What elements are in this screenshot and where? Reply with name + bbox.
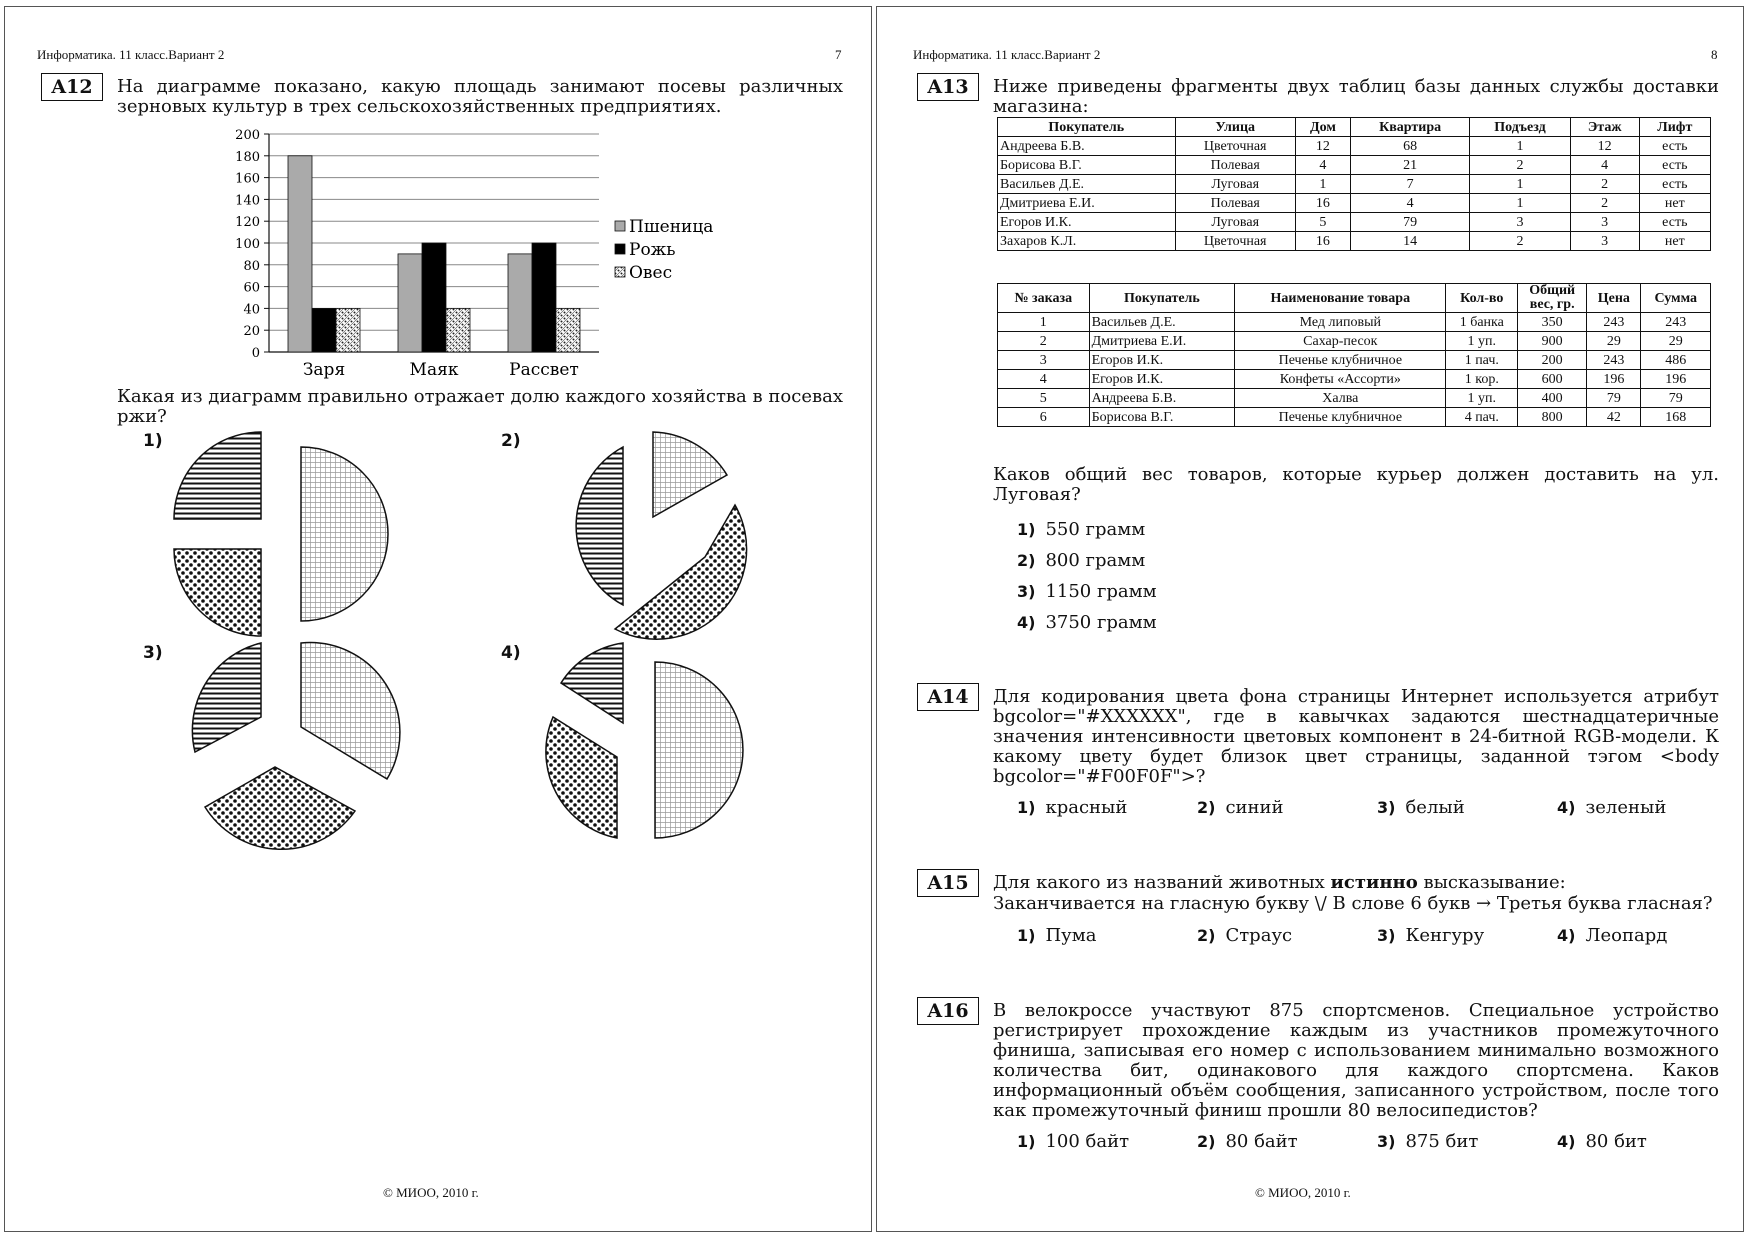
orders-cell: 4: [998, 370, 1090, 389]
orders-row: [998, 313, 1711, 332]
orders-cell: Егоров И.К.: [1089, 370, 1235, 389]
a16-option-1[interactable]: [1017, 1131, 1129, 1152]
question-label-a12: A12: [41, 73, 103, 101]
orders-cell: 196: [1641, 370, 1711, 389]
customers-cell: Васильев Д.Е.: [998, 175, 1176, 194]
orders-cell: 400: [1518, 389, 1587, 408]
orders-header-cell: № заказа: [998, 284, 1090, 313]
customers-cell: 12: [1570, 137, 1639, 156]
y-tick-label: 120: [235, 215, 260, 231]
customers-cell: 2: [1470, 156, 1570, 175]
orders-cell: Конфеты «Ассорти»: [1235, 370, 1446, 389]
question-prompt-a12: Какая из диаграмм правильно отражает долю каждого хозяйства в посевах ржи?: [117, 386, 843, 427]
orders-cell: 1 пач.: [1446, 351, 1518, 370]
customers-header-cell: Квартира: [1350, 118, 1469, 137]
customers-cell: 7: [1350, 175, 1469, 194]
orders-cell: Сахар-песок: [1235, 332, 1446, 351]
customers-cell: 1: [1470, 194, 1570, 213]
y-tick-label: 40: [243, 302, 260, 318]
orders-cell: 2: [998, 332, 1090, 351]
customers-cell: Дмитриева Е.И.: [998, 194, 1176, 213]
pie-option-label-2: 2): [501, 431, 521, 451]
orders-cell: 350: [1518, 313, 1587, 332]
customers-cell: 21: [1350, 156, 1469, 175]
orders-header-cell: Общий вес, гр.: [1518, 284, 1587, 313]
option-text: 550 грамм: [1045, 519, 1146, 540]
customers-header-cell: Дом: [1295, 118, 1350, 137]
customers-cell: 3: [1470, 213, 1570, 232]
legend-swatch: [615, 244, 625, 254]
orders-row: [998, 332, 1711, 351]
a16-option-2[interactable]: [1197, 1131, 1298, 1152]
a15-text-after: высказывание:: [1417, 872, 1566, 893]
customers-cell: есть: [1639, 156, 1710, 175]
pie1-slice-hlines: [174, 432, 261, 519]
orders-cell: Васильев Д.Е.: [1089, 313, 1235, 332]
customers-cell: нет: [1639, 194, 1710, 213]
option-text: зеленый: [1585, 797, 1667, 818]
a15-option-2[interactable]: [1197, 925, 1292, 946]
a15-text-before: Для какого из названий животных: [993, 872, 1331, 893]
customers-cell: Полевая: [1175, 156, 1295, 175]
question-text-a16: В велокроссе участвуют 875 спортсменов. Специальное устройство регистрирует прохождение каждым из участников промежуточного финиша, записывая его номер с использованием минимально возможного количества бит, одинакового для каждого спортсмена. Каков информационный объём сообщения, записанного устройством, после того как промежуточный финиш прошли 80 велосипедистов?: [993, 1000, 1719, 1121]
orders-header-cell: Наименование товара: [1235, 284, 1446, 313]
question-text-a14: Для кодирования цвета фона страницы Интернет используется атрибут bgcolor="#XXXXXX", где в кавычках задаются шестнадцатеричные значения интенсивности цветовых компонент в 24-битной RGB-модели. К какому цвету будет близок цвет страницы, заданной тэгом <body bgcolor="#F00F0F">?: [993, 686, 1719, 787]
pie2-slice-dots: [615, 505, 747, 639]
customers-row: [998, 156, 1711, 175]
bar-2-2: [556, 308, 580, 352]
x-tick-label: Заря: [302, 360, 346, 379]
pie3-slice-grid: [301, 643, 400, 779]
customers-cell: Борисова В.Г.: [998, 156, 1176, 175]
pie3-slice-dots: [205, 767, 355, 849]
option-number: 2): [1197, 798, 1216, 817]
orders-cell: Борисова В.Г.: [1089, 408, 1235, 427]
orders-cell: 486: [1641, 351, 1711, 370]
customers-cell: 2: [1570, 175, 1639, 194]
orders-cell: 42: [1587, 408, 1641, 427]
orders-header-cell: Покупатель: [1089, 284, 1235, 313]
orders-table: [997, 283, 1711, 427]
pie-option-label-3: 3): [143, 643, 163, 663]
orders-cell: Мед липовый: [1235, 313, 1446, 332]
customers-header-cell: Лифт: [1639, 118, 1710, 137]
a14-option-4[interactable]: [1557, 797, 1666, 818]
orders-cell: 1 кор.: [1446, 370, 1518, 389]
option-text: 800 грамм: [1045, 550, 1146, 571]
customers-cell: Егоров И.К.: [998, 213, 1176, 232]
option-number: 1): [1017, 798, 1036, 817]
orders-cell: 1 уп.: [1446, 332, 1518, 351]
option-number: 2): [1197, 926, 1216, 945]
option-text: 875 бит: [1405, 1131, 1479, 1152]
customers-cell: Захаров К.Л.: [998, 232, 1176, 251]
option-number: 1): [1017, 926, 1036, 945]
orders-table-header: [998, 284, 1711, 313]
orders-header-cell: Кол-во: [1446, 284, 1518, 313]
customers-cell: Луговая: [1175, 175, 1295, 194]
orders-cell: 6: [998, 408, 1090, 427]
a15-option-1[interactable]: [1017, 925, 1096, 946]
option-text: Кенгуру: [1405, 925, 1485, 946]
bar-1-1: [422, 243, 446, 352]
customers-row: [998, 194, 1711, 213]
customers-cell: 16: [1295, 232, 1350, 251]
option-text: 1150 грамм: [1045, 581, 1157, 602]
customers-cell: нет: [1639, 232, 1710, 251]
orders-cell: 29: [1641, 332, 1711, 351]
customers-cell: 2: [1570, 194, 1639, 213]
orders-cell: 4 пач.: [1446, 408, 1518, 427]
legend-swatch: [615, 267, 625, 277]
bar-1-0: [312, 308, 336, 352]
pie4-slice-hlines: [561, 643, 623, 723]
pie-option-4[interactable]: [546, 643, 743, 838]
orders-cell: Печенье клубничное: [1235, 408, 1446, 427]
bar-1-2: [532, 243, 556, 352]
question-label-a16: A16: [917, 997, 979, 1025]
orders-header-cell: Цена: [1587, 284, 1641, 313]
orders-cell: 79: [1587, 389, 1641, 408]
orders-cell: Андреева Б.В.: [1089, 389, 1235, 408]
orders-row: [998, 370, 1711, 389]
customers-cell: 1: [1295, 175, 1350, 194]
customers-cell: Цветочная: [1175, 232, 1295, 251]
pie1-slice-dots: [174, 549, 261, 636]
question-label-a14: A14: [917, 683, 979, 711]
option-number: 3): [1377, 926, 1396, 945]
page-header: Информатика. 11 класс.Вариант 2: [913, 47, 1101, 62]
bar-chart: [5, 119, 873, 379]
orders-cell: 1 банка: [1446, 313, 1518, 332]
orders-cell: 243: [1587, 313, 1641, 332]
customers-cell: 2: [1470, 232, 1570, 251]
option-text: 80 байт: [1225, 1131, 1298, 1152]
page-number: 8: [1711, 47, 1718, 62]
y-tick-label: 160: [235, 171, 260, 187]
orders-row: [998, 389, 1711, 408]
pie-option-label-4: 4): [501, 643, 521, 663]
bar-0-0: [288, 156, 312, 352]
x-tick-label: Рассвет: [509, 360, 579, 379]
orders-cell: 5: [998, 389, 1090, 408]
customers-cell: 4: [1295, 156, 1350, 175]
orders-cell: 29: [1587, 332, 1641, 351]
question-prompt-a13: Каков общий вес товаров, которые курьер должен доставить на ул. Луговая?: [993, 464, 1719, 505]
orders-cell: 243: [1641, 313, 1711, 332]
a13-option-1[interactable]: [1017, 519, 1145, 540]
orders-cell: 79: [1641, 389, 1711, 408]
a13-option-4[interactable]: [1017, 612, 1157, 633]
customers-cell: 3: [1570, 232, 1639, 251]
customers-table: [997, 117, 1711, 251]
option-number: 1): [1017, 520, 1036, 539]
customers-cell: 79: [1350, 213, 1469, 232]
option-text: Страус: [1225, 925, 1293, 946]
page-right: [876, 6, 1744, 1232]
option-text: белый: [1405, 797, 1465, 818]
orders-cell: Егоров И.К.: [1089, 351, 1235, 370]
a16-option-4[interactable]: [1557, 1131, 1647, 1152]
customers-header-cell: Покупатель: [998, 118, 1176, 137]
customers-cell: есть: [1639, 213, 1710, 232]
legend-label: Овес: [629, 263, 673, 283]
option-number: 4): [1557, 798, 1576, 817]
y-tick-label: 60: [243, 280, 260, 296]
option-number: 3): [1377, 1132, 1396, 1151]
option-text: Пума: [1045, 925, 1097, 946]
pie-options: [5, 427, 873, 867]
orders-cell: 600: [1518, 370, 1587, 389]
a15-option-4[interactable]: [1557, 925, 1667, 946]
legend-swatch: [615, 221, 625, 231]
pie2-slice-hlines: [576, 447, 623, 605]
customers-header-cell: Этаж: [1570, 118, 1639, 137]
y-tick-label: 200: [235, 128, 260, 143]
y-tick-label: 80: [243, 258, 260, 274]
a14-option-2[interactable]: [1197, 797, 1284, 818]
orders-cell: 800: [1518, 408, 1587, 427]
page-left: [4, 6, 872, 1232]
customers-cell: 5: [1295, 213, 1350, 232]
customers-row: [998, 232, 1711, 251]
customers-header-cell: Улица: [1175, 118, 1295, 137]
customers-cell: есть: [1639, 175, 1710, 194]
option-text: 3750 грамм: [1045, 612, 1157, 633]
a15-text-bold: истинно: [1330, 872, 1418, 893]
option-number: 3): [1017, 582, 1036, 601]
customers-cell: Андреева Б.В.: [998, 137, 1176, 156]
chart-x-labels: [303, 360, 579, 379]
orders-cell: 168: [1641, 408, 1711, 427]
a13-option-2[interactable]: [1017, 550, 1145, 571]
orders-cell: 200: [1518, 351, 1587, 370]
question-text-a15: [993, 873, 1719, 893]
question-statement-a15: Заканчивается на гласную букву \/ В слове 6 букв → Третья буква гласная?: [993, 893, 1713, 914]
page-footer: © МИОО, 2010 г.: [1255, 1185, 1351, 1200]
customers-cell: Цветочная: [1175, 137, 1295, 156]
pie4-slice-dots: [546, 717, 617, 838]
page-header: Информатика. 11 класс.Вариант 2: [37, 47, 225, 62]
option-number: 4): [1017, 613, 1036, 632]
pie1-slice-grid: [301, 447, 388, 621]
option-text: 80 бит: [1585, 1131, 1647, 1152]
pie-option-2[interactable]: [576, 432, 746, 639]
option-text: 100 байт: [1045, 1131, 1130, 1152]
pie3-slice-hlines: [192, 643, 261, 752]
orders-cell: 1 уп.: [1446, 389, 1518, 408]
pie2-slice-grid: [653, 432, 727, 517]
bar-0-1: [398, 254, 422, 352]
legend-label: Рожь: [629, 240, 676, 260]
customers-row: [998, 175, 1711, 194]
option-number: 2): [1197, 1132, 1216, 1151]
customers-cell: 14: [1350, 232, 1469, 251]
option-number: 1): [1017, 1132, 1036, 1151]
customers-cell: 68: [1350, 137, 1469, 156]
customers-cell: 1: [1470, 175, 1570, 194]
customers-cell: есть: [1639, 137, 1710, 156]
y-tick-label: 140: [235, 193, 260, 209]
x-tick-label: Маяк: [409, 360, 459, 379]
y-tick-label: 180: [235, 149, 260, 165]
orders-header-cell: Сумма: [1641, 284, 1711, 313]
option-number: 4): [1557, 926, 1576, 945]
option-text: синий: [1225, 797, 1284, 818]
bar-2-1: [446, 308, 470, 352]
orders-cell: 1: [998, 313, 1090, 332]
y-tick-label: 0: [251, 346, 260, 361]
chart-legend: [615, 217, 713, 283]
pie-option-label-1: 1): [143, 431, 163, 451]
customers-cell: 4: [1350, 194, 1469, 213]
option-text: красный: [1045, 797, 1128, 818]
y-tick-label: 100: [235, 237, 260, 252]
orders-cell: Печенье клубничное: [1235, 351, 1446, 370]
chart-bars: [288, 156, 580, 352]
orders-cell: Дмитриева Е.И.: [1089, 332, 1235, 351]
customers-cell: Луговая: [1175, 213, 1295, 232]
bar-0-2: [508, 254, 532, 352]
legend-label: Пшеница: [629, 217, 714, 237]
pie4-slice-grid: [655, 662, 743, 838]
question-text-a13: Ниже приведены фрагменты двух таблиц базы данных службы доставки магазина:: [993, 76, 1719, 117]
customers-table-header: [998, 118, 1711, 137]
customers-cell: 1: [1470, 137, 1570, 156]
a13-option-3[interactable]: [1017, 581, 1157, 602]
customers-header-cell: Подъезд: [1470, 118, 1570, 137]
a16-option-3[interactable]: [1377, 1131, 1478, 1152]
customers-cell: 3: [1570, 213, 1639, 232]
customers-cell: Полевая: [1175, 194, 1295, 213]
option-text: Леопард: [1585, 925, 1668, 946]
orders-cell: 3: [998, 351, 1090, 370]
orders-row: [998, 351, 1711, 370]
chart-y-ticks: [235, 128, 260, 361]
page-footer: © МИОО, 2010 г.: [383, 1185, 479, 1200]
option-number: 3): [1377, 798, 1396, 817]
page-number: 7: [835, 47, 842, 62]
question-text-a12: На диаграмме показано, какую площадь занимают посевы различных зерновых культур в трех сельскохозяйственных предприятиях.: [117, 76, 843, 117]
y-tick-label: 20: [243, 324, 260, 340]
orders-cell: Халва: [1235, 389, 1446, 408]
pie-option-3[interactable]: [192, 643, 400, 850]
pie-option-1[interactable]: [174, 432, 388, 636]
option-number: 2): [1017, 551, 1036, 570]
option-number: 4): [1557, 1132, 1576, 1151]
bar-2-0: [336, 308, 360, 352]
orders-cell: 196: [1587, 370, 1641, 389]
a15-option-3[interactable]: [1377, 925, 1484, 946]
orders-cell: 243: [1587, 351, 1641, 370]
customers-row: [998, 137, 1711, 156]
question-label-a15: A15: [917, 869, 979, 897]
a14-option-3[interactable]: [1377, 797, 1465, 818]
orders-row: [998, 408, 1711, 427]
a14-option-1[interactable]: [1017, 797, 1127, 818]
customers-cell: 4: [1570, 156, 1639, 175]
customers-cell: 12: [1295, 137, 1350, 156]
customers-cell: 16: [1295, 194, 1350, 213]
question-label-a13: A13: [917, 73, 979, 101]
customers-row: [998, 213, 1711, 232]
orders-cell: 900: [1518, 332, 1587, 351]
